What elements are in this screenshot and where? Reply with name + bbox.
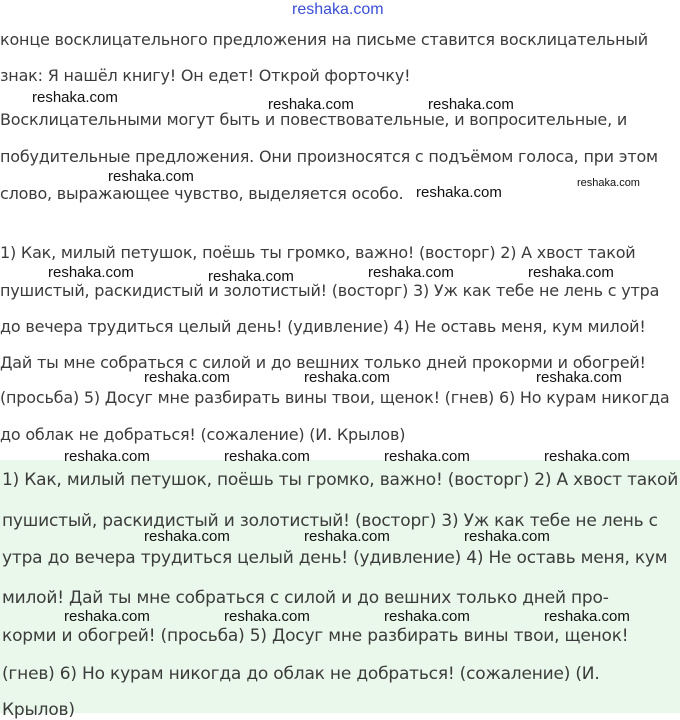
watermark: reshaka.com xyxy=(64,608,150,625)
watermark: reshaka.com xyxy=(544,448,630,465)
watermark: reshaka.com xyxy=(544,608,630,625)
watermark: reshaka.com xyxy=(208,268,294,285)
watermark: reshaka.com xyxy=(144,369,230,386)
text-line: до вечера трудиться целый день! (удивление) 4) Не оставь меня, кум милой! xyxy=(0,317,646,336)
watermark: reshaka.com xyxy=(528,264,614,281)
watermark: reshaka.com xyxy=(536,369,622,386)
answer-line: (гнев) 6) Но курам никогда до облак не добраться! (сожаление) (И. xyxy=(2,664,600,684)
answer-line: утра до вечера трудиться целый день! (удивление) 4) Не оставь меня, кум xyxy=(2,548,668,568)
watermark: reshaka.com xyxy=(268,96,354,113)
watermark: reshaka.com xyxy=(224,448,310,465)
text-line: Восклицательными могут быть и повествовательные, и вопросительные, и xyxy=(0,110,628,129)
answer-line: милой! Дай ты мне собраться с силой и до вешних только дней про- xyxy=(2,588,609,608)
text-line: 1) Как, милый петушок, поёшь ты громко, важно! (восторг) 2) А хвост такой xyxy=(0,243,636,262)
watermark: reshaka.com xyxy=(384,448,470,465)
answer-line: корми и обогрей! (просьба) 5) Досуг мне разбирать вины твои, щенок! xyxy=(2,626,629,646)
watermark: reshaka.com xyxy=(384,608,470,625)
watermark: reshaka.com xyxy=(416,184,502,201)
watermark: reshaka.com xyxy=(577,177,640,189)
text-line: Дай ты мне собраться с силой и до вешних только дней прокорми и обогрей! xyxy=(0,353,646,372)
watermark: reshaka.com xyxy=(224,608,310,625)
watermark: reshaka.com xyxy=(304,528,390,545)
watermark: reshaka.com xyxy=(48,264,134,281)
watermark: reshaka.com xyxy=(464,528,550,545)
text-line: слово, выражающее чувство, выделяется особо. xyxy=(0,184,404,203)
watermark: reshaka.com xyxy=(368,264,454,281)
watermark: reshaka.com xyxy=(428,96,514,113)
text-line: конце восклицательного предложения на письме ставится восклицательный xyxy=(0,30,648,49)
text-line: знак: Я нашёл книгу! Он едет! Открой форточку! xyxy=(0,66,411,85)
watermark: reshaka.com xyxy=(144,528,230,545)
watermark: reshaka.com xyxy=(32,89,118,106)
watermark: reshaka.com xyxy=(304,369,390,386)
text-line: до облак не добраться! (сожаление) (И. Крылов) xyxy=(0,425,406,444)
text-line: побудительные предложения. Они произносятся с подъёмом голоса, при этом xyxy=(0,147,658,166)
watermark: reshaka.com xyxy=(64,448,150,465)
watermark: reshaka.com xyxy=(108,168,194,185)
text-line: (просьба) 5) Досуг мне разбирать вины твои, щенок! (гнев) 6) Но курам никогда xyxy=(0,388,670,407)
answer-line: пушистый, раскидистый и золотистый! (восторг) 3) Уж как тебе не лень с xyxy=(2,511,658,531)
answer-line: 1) Как, милый петушок, поёшь ты громко, важно! (восторг) 2) А хвост такой xyxy=(2,470,679,490)
site-banner[interactable]: reshaka.com xyxy=(292,1,384,18)
text-line: пушистый, раскидистый и золотистый! (восторг) 3) Уж как тебе не лень с утра xyxy=(0,281,660,300)
answer-line: Крылов) xyxy=(2,700,75,720)
